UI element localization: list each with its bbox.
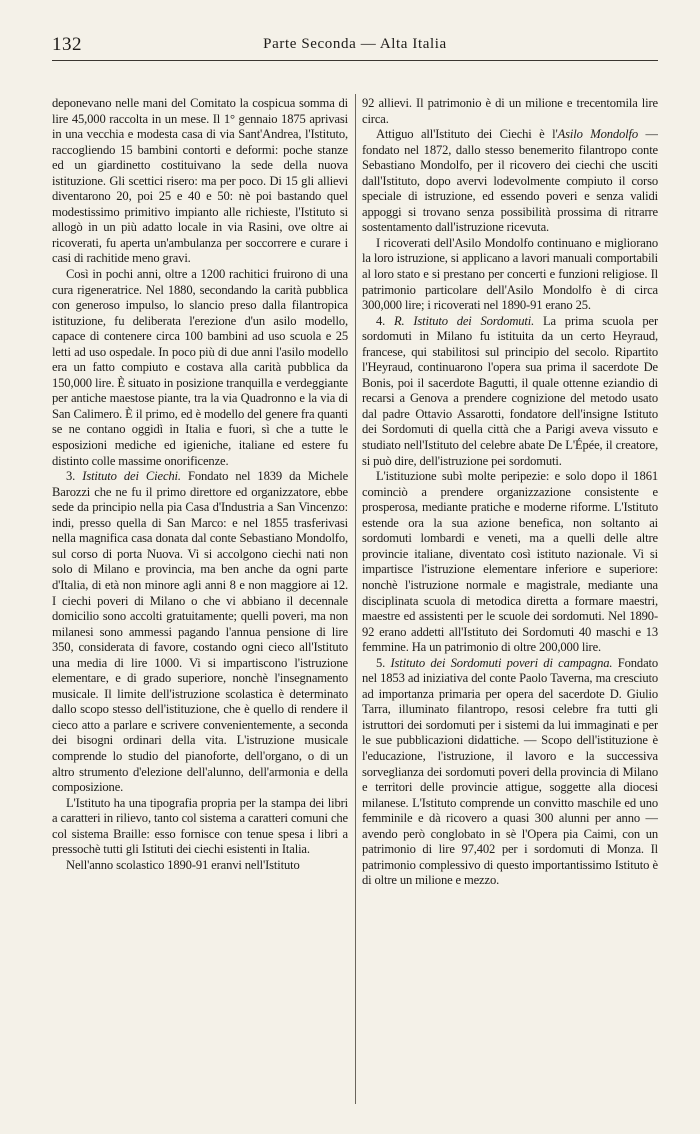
italic-text: Asilo Mondolfo (557, 127, 639, 142)
section-sordomuti-campagna (362, 656, 658, 889)
page-header (52, 34, 658, 61)
page-number: 132 (52, 34, 82, 55)
paragraph: 92 allievi. Il patrimonio è di un milione e trecentomila lire circa. (362, 96, 658, 126)
paragraph: L'istituzione subì molte peripezie: e solo dopo il 1861 cominciò a prendere organizzazione consistente e prosperosa, mediante pratiche e moderne riforme. L'Istituto estende ora la sua azione benefica, non soltanto ai sordomuti lombardi e veneti, ma a quelli delle altre provincie italiane, diventato così istituto nazionale. Vi si impartisce l'istruzione elementare inferiore e superiore: nonchè l'istruzione normale e magistrale, mediante una disciplinata scuola di metodica diretta a formare maestri, maestre ed assistenti per le scuole dei sordomuti. Nel 1890-92 erano addetti all'Istituto dei Sordomuti 40 maschi e 13 femmine. Ha un patrimonio di oltre 200,000 lire. (362, 469, 658, 655)
section-title: Istituto dei Ciechi. (82, 469, 181, 484)
section-number: 5. (376, 655, 386, 670)
section-number: 3. (66, 469, 76, 484)
paragraph: L'Istituto ha una tipografia propria per la stampa dei libri a caratteri in rilievo, tanto col sistema a caratteri comuni che col sistema Braille: esso fornisce con tenue spesa i libri a pressochè tutti gli Istituti dei ciechi esistenti in Italia. (52, 795, 348, 857)
section-istituto-sordomuti (362, 314, 658, 469)
text-run: — fondato nel 1872, dallo stesso benemerito filantropo conte Sebastiano Mondolfo, per il ricovero dei ciechi che usciti dall'Istituto, dopo avervi lodevolmente compiuto il corso speciale di istruzione, ed essendo poveri e senza validi appoggi si trovano senza possibilità prossima di ritrarre sostentamento dall'istruzione ricevuta. (362, 127, 658, 235)
paragraph: deponevano nelle mani del Comitato la cospicua somma di lire 45,000 raccolta in un mese. Il 1° gennaio 1875 aprivasi in una vecchia e modesta casa di via Sant'Andrea, l'Istituto, raccogliendo 15 bambini contorti e deformi: poche stanze ed un giardinetto costituivano la sede della nuova istituzione. Gli scettici risero: ma per poco. Di 15 gli allievi diventarono 20, poi 25 e 40 e 50: nè poi bastando quel modestissimo primitivo impianto alle richieste, l'Istituto si allogò in un più adatto locale in via Rasini, ove oltre ai ricoverati, fu aperta un'ambulanza per soccorrere e curare i casi di rachitide meno gravi. (52, 96, 348, 266)
section-text: Fondato nel 1853 ad iniziativa del conte Paolo Taverna, ma cresciuto ad importanza primaria per opera del sacerdote D. Giulio Tarra, illuminato filantropo, resosi celebre fra tutti gli istruttori dei sordomuti per i sistemi da lui immaginati e per le sue pubblicazioni didattiche. — Scopo dell'istituzione è l'educazione, l'istruzione, il lavoro e la successiva sorveglianza dei sordomuti poveri della provincia di Milano e territori delle provincie attigue, soggette alla diocesi milanese. L'Istituto comprende un convitto maschile ed uno femminile e dà ricovero a quasi 300 alunni per anno — avendo però conglobato in sè l'Opera pia Caimi, con un patrimonio di lire 97,402 per i sordomuti di Monza. Il patrimonio complessivo di questo importantissimo Istituto è di oltre un milione e mezzo. (362, 655, 658, 888)
text-run: Attiguo all'Istituto dei Ciechi è l' (376, 127, 558, 142)
paragraph (362, 127, 658, 236)
section-title: R. Istituto dei Sordomuti. (394, 313, 535, 328)
running-title: Parte Seconda — Alta Italia (263, 36, 447, 52)
section-istituto-ciechi (52, 469, 348, 795)
left-column (52, 96, 348, 1104)
paragraph: Così in pochi anni, oltre a 1200 rachitici fruirono di una cura rigeneratrice. Nel 1880, secondando la carità pubblica con generoso impulso, lo slancio preso dalla filantropica istituzione, fu deliberata l'erezione d'un asilo modello, capace di contenere circa 100 bambini ad uso scuola e 25 letti ad uso ospedale. In poco più di due anni l'asilo modello era un fatto compiuto e costava alla carità pubblica da 150,000 lire. È situato in posizione tranquilla e verdeggiante per antiche maestose piante, tra la via Quadronno e la via di San Calimero. È il primo, ed è modello del genere fra quanti se ne contano oggidì in Italia e fuori, sì che a tutte le esposizioni mediche ed igieniche, italiane ed estere fu distinto colle massime onorificenze. (52, 267, 348, 468)
section-text: La prima scuola per sordomuti in Milano fu istituita da un certo Heyraud, francese, qui stabilitosi sul principio del secolo. Ripartito l'Heyraud, continuarono l'opera sua prima il sacerdote De Bonis, poi il sacerdote Bagutti, il quale ottenne eziandio di recarsi a Genova a prendere cognizione del metodo usato dal padre Ottavio Assarotti, fondatore dell'insigne Istituto dei Sordomuti di quella città che a Parigi aveva vissuto e studiato nell'Istituto del celebre abate De L'Épée, il creatore, si può dire, dell'istruzione pei sordomuti. (362, 313, 658, 468)
right-column (362, 96, 658, 1104)
text-columns (52, 96, 658, 1104)
section-number: 4. (376, 313, 386, 328)
column-divider (355, 94, 356, 1104)
section-text: Fondato nel 1839 da Michele Barozzi che ne fu il primo direttore ed organizzatore, ebbe sede da principio nella pia Casa d'Industria a San Vincenzo: indi, presso quella di San Marco: e nel 1855 trasferivasi nella magnifica casa donata dal conte Sebastiano Mondolfo, sul corso di porta Nuova. Vi si accolgono ciechi nati non solo di Milano e provincia, ma ben anche da ogni parte d'Italia, di età non minore agli anni 8 e non maggiore ai 12. I ciechi poveri di Milano o che vi abbiano il decennale domicilio sono accolti gratuitamente; quelli poveri, ma non milanesi sono ammessi pagando l'annua pensione di lire 350, considerata di favore, costando ogni cieco all'Istituto una media di lire 1000. Vi si impartiscono l'istruzione elementare, e di grado superiore, nonchè l'insegnamento musicale. Il limite dell'istruzione scolastica è determinato dallo scopo stesso dell'istituzione, che è quello di rendere il cieco atto a parlare e scrivere convenientemente, a seconda dei bisogni ordinari della vita. L'istruzione musicale comprende lo studio del pianoforte, dell'organo, o di un altro strumento d'elezione dell'alunno, dell'armonia e della composizione. (52, 469, 348, 795)
paragraph: I ricoverati dell'Asilo Mondolfo continuano e migliorano la loro istruzione, si applicano a lavori manuali comportabili al loro stato e si prestano per concerti e funzioni religiose. Il patrimonio particolare dell'Asilo Mondolfo è di circa 300,000 lire; i ricoverati nel 1890-91 erano 25. (362, 235, 658, 313)
paragraph: Nell'anno scolastico 1890-91 eranvi nell'Istituto (66, 857, 300, 872)
section-title: Istituto dei Sordomuti poveri di campagna. (390, 655, 613, 670)
